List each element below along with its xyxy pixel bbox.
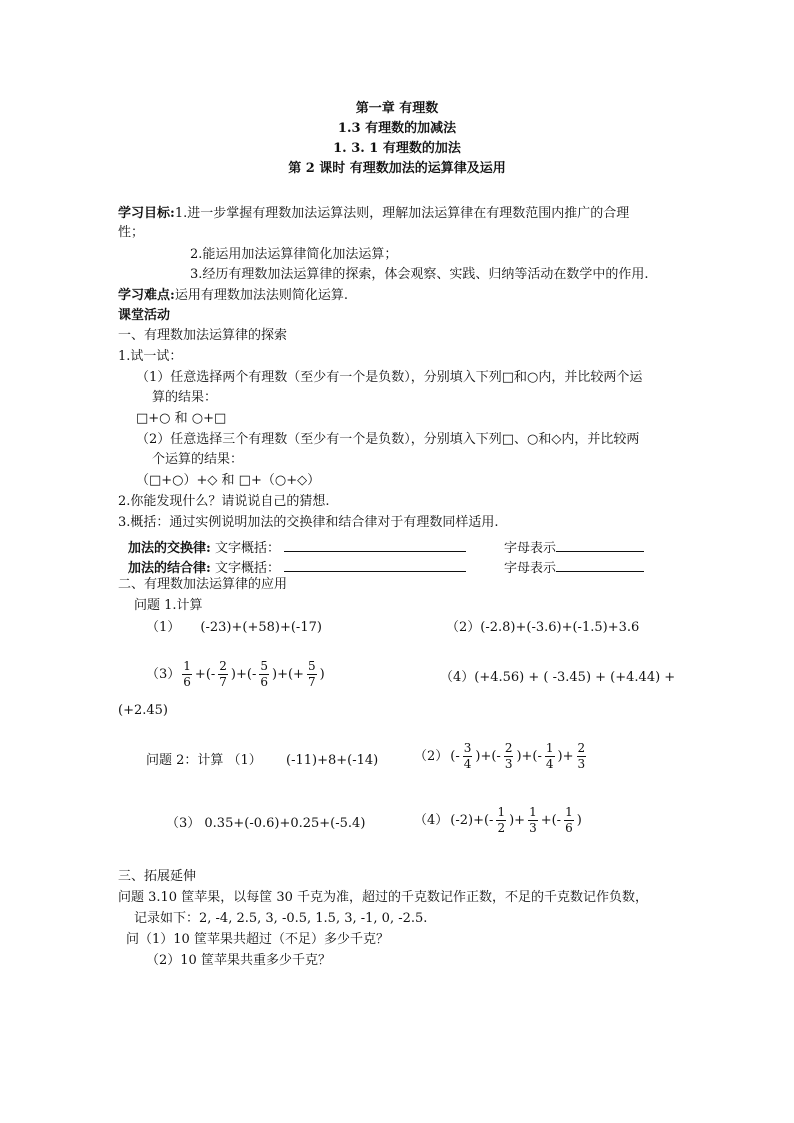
problem-2-2: （2） (- $\frac{3}{4}$ )+(- $\frac{2}{3}$ )+(- $\frac{1}{4}$ )+ $\frac{2}{3}$ [414,741,586,772]
problem-2-2-number: （2） [414,749,449,765]
associative-label: 加法的结合律: [128,561,211,576]
part3-heading: 三、拓展延伸 [118,869,197,884]
section-title: 1.3 有理数的加减法 [337,121,457,136]
fraction: $\frac{2}{7}$ [219,659,227,690]
part1-heading: 一、有理数加法运算律的探索 [118,328,288,343]
problem-1-1 [146,621,322,634]
fraction: $\frac{1}{3}$ [529,805,537,836]
fraction: $\frac{3}{4}$ [463,741,472,772]
commutative-row [128,538,466,555]
problem-2-1: (-11)+8+(-14) [286,753,379,768]
problem-3-q1: 问（1）10 筐苹果共超过（不足）多少千克？ [126,932,389,947]
problem-2-3: （3） 0.35+(-0.6)+0.25+(-5.4) [166,816,366,831]
lesson-title: 第 2 课时 有理数加法的运算律及运用 [288,161,506,176]
problem-1-2: （2）(-2.8)+(-3.6)+(-1.5)+3.6 [446,620,640,635]
letter-repr-label: 字母表示 [504,561,557,576]
discover-line: 2.你能发现什么？请说说自己的猜想. [118,494,330,509]
difficulty-label: 学习难点: [118,288,175,303]
activity-title: 课堂活动 [118,308,171,323]
try-heading: 1.试一试： [118,349,183,364]
goal-item-1-cont: 性； [118,225,145,240]
associative-row [128,558,466,575]
problem-1-title: 问题 1.计算 [134,598,203,613]
problem-1-3-number: （3） [146,667,181,683]
problem-2-4: （4） (-2)+(- $\frac{1}{2}$ )+ $\frac{1}{3}$ +(- $\frac{1}{6}$ ) [414,805,582,836]
problem-3-line-2: 记录如下：2, -4, 2.5, 3, -0.5, 1.5, 3, -1, 0, -2.5. [134,911,428,926]
goals-label: 学习目标: [118,206,175,221]
associative-text-blank[interactable] [284,558,466,572]
text-summary-label: 文字概括： [214,561,280,576]
goal-item-1: 1.进一步掌握有理数加法运算法则，理解加法运算律在有理数范围内推广的合理 [174,206,630,221]
problem-3-q2: （2）10 筐苹果共重多少千克？ [146,953,331,968]
problem-1-4: （4）(+4.56) + ( -3.45) + (+4.44) + [440,670,676,685]
fraction: $\frac{1}{6}$ [565,805,573,836]
fraction: $\frac{5}{7}$ [307,659,316,690]
problem-3-line-1: 问题 3.10 筐苹果，以每筐 30 千克为准，超过的千克数记作正数，不足的千克数记作负数， [118,890,649,905]
part2-heading: 二、有理数加法运算律的应用 [118,577,288,592]
fraction: $\frac{2}{3}$ [577,741,586,772]
expression-2: （□+○）+◇ 和 □+（○+◇） [136,473,321,488]
letter-repr-label: 字母表示 [504,541,557,556]
question-1a: （1）任意选择两个有理数（至少有一个是负数），分别填入下列□和○内，并比较两个运 [136,370,643,385]
problem-1-1-number: （1） [146,620,181,635]
associative-letter-blank[interactable] [556,558,644,572]
difficulty-text: 运用有理数加法法则简化运算. [174,288,348,303]
fraction: $\frac{5}{6}$ [260,659,268,690]
expression-1: □+○ 和 ○+□ [136,411,227,426]
associative-letter-row [504,558,644,575]
commutative-letter-blank[interactable] [556,538,644,552]
subsection-title: 1. 3. 1 有理数的加法 [333,141,461,156]
text-summary-label: 文字概括： [214,541,280,556]
problem-1-4-cont: (+2.45) [118,703,168,718]
goal-item-3: 3.经历有理数加法运算律的探索，体会观察、实践、归纳等活动在数学中的作用. [190,267,649,282]
goal-item-2: 2.能运用加法运算律简化加法运算； [190,247,398,262]
commutative-text-blank[interactable] [284,538,466,552]
fraction: $\frac{1}{2}$ [497,805,506,836]
commutative-label: 加法的交换律: [128,541,211,556]
chapter-title: 第一章 有理数 [355,101,439,116]
question-2b: 个运算的结果： [152,452,244,467]
fraction: $\frac{1}{6}$ [183,659,191,690]
difficulty-line [118,289,348,302]
fraction: $\frac{1}{4}$ [545,741,554,772]
problem-2-label: 问题 2：计算 （1） [146,753,262,768]
problem-2-4-number: （4） [414,813,449,829]
commutative-letter-row [504,538,644,555]
question-1b: 算的结果： [152,390,218,405]
fraction: $\frac{2}{3}$ [504,741,513,772]
question-2a: （2）任意选择三个有理数（至少有一个是负数），分别填入下列□、○和◇内，并比较两 [136,432,640,447]
goal-line-1 [118,207,629,220]
problem-1-1-expression: (-23)+(+58)+(-17) [200,620,322,635]
summary-line: 3.概括：通过实例说明加法的交换律和结合律对于有理数同样适用. [118,515,499,530]
problem-1-3: （3） $\frac{1}{6}$ +(- $\frac{2}{7}$ )+(- $\frac{5}{6}$ )+(+ $\frac{5}{7}$ ) [146,659,325,690]
